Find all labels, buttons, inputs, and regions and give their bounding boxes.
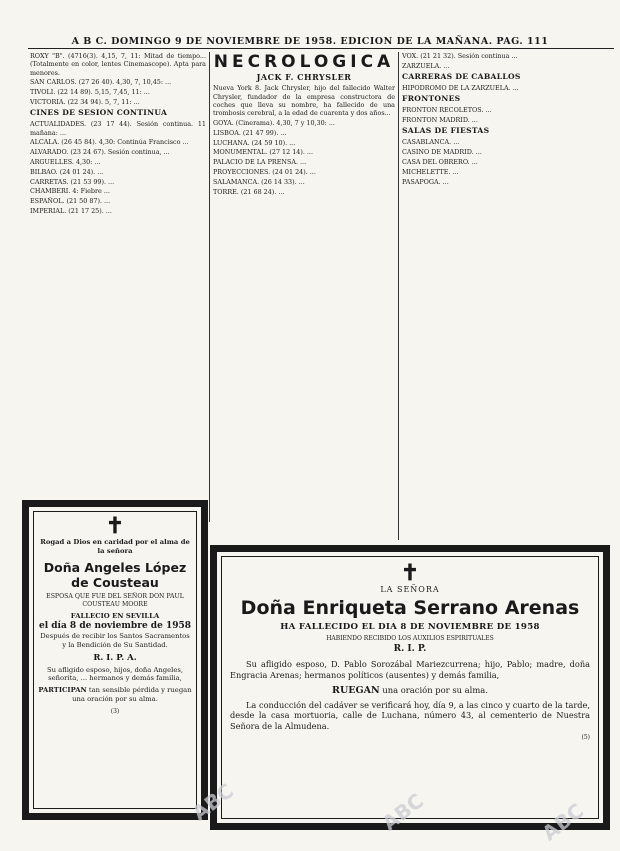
listing-salamanca: SALAMANCA. (26 14 33). ... <box>213 177 305 186</box>
section-heading-caballos: CARRERAS DE CABALLOS <box>402 72 521 82</box>
notice-rip: R. I. P. A. <box>93 652 137 663</box>
listing-casablanca: CASABLANCA. ... <box>402 138 460 147</box>
ruegan-rest: una oración por su alma. <box>382 684 488 695</box>
listing-goya: GOYA. (Cinerama). 4,30, 7 y 10,30: ... <box>213 118 335 127</box>
listing-carretas: CARRETAS. (21 53 99). ... <box>30 177 115 186</box>
watermark-abc: ABC <box>377 788 428 836</box>
notice-died-place: FALLECIO EN SEVILLA <box>70 612 160 621</box>
listing-victoria: VICTORIA. (22 34 94). 5, 7, 11: ... <box>30 97 140 106</box>
ruegan-word: RUEGAN <box>332 684 380 696</box>
necrologica-text: Nueva York 8. Jack Chrysler, hijo del fallecido Walter Chrysler, fundador de la empresa constructora de coches que lleva su nombre, ha fallecido de una trombosis cerebral, a la edad de cuarenta y dos años... <box>213 84 395 118</box>
listing-torre: TORRE. (21 68 24). ... <box>213 187 285 196</box>
section-heading-continua: CINES DE SESION CONTINUA <box>30 108 168 118</box>
listing-zarzuela: ZARZUELA. ... <box>402 61 450 70</box>
deceased-name: Doña Enriqueta Serrano Arenas <box>240 597 580 619</box>
deceased-name: Doña Angeles López de Cousteau <box>43 559 187 590</box>
listing-casino: CASINO DE MADRID. ... <box>402 148 482 157</box>
necrologica-title: NECROLOGICA <box>213 52 395 72</box>
listing-lisboa: LISBOA. (21 47 99). ... <box>213 128 287 137</box>
listing-proyecciones: PROYECCIONES. (24 01 24). ... <box>213 167 316 176</box>
notice-spouse: ESPOSA QUE FUE DEL SEÑOR DON PAUL COUSTEAU MOORE <box>46 592 184 609</box>
listing-espanol: ESPAÑOL. (21 50 87). ... <box>30 197 111 206</box>
header-rule <box>28 48 614 49</box>
cross-icon: ✝ <box>105 513 125 539</box>
watermark-abc: ABC <box>187 778 238 826</box>
notice-content <box>38 514 192 715</box>
notice-died: HA FALLECIDO EL DIA 8 DE NOVIEMBRE DE 1958 <box>280 622 540 632</box>
listing-michelette: MICHELETTE. ... <box>402 167 459 176</box>
notice-funeral: La conducción del cadáver se verificará hoy, día 9, a las cinco y cuarto de la tarde, desde la casa mortuoria, calle de Luchana, número 43, al cementerio de Nuestra Señora de la Almudena. <box>230 699 590 732</box>
notice-footer: (5) <box>581 733 590 741</box>
listing-bilbao: BILBAO. (24 01 24). ... <box>30 167 104 176</box>
listing-fronton-recoletos: FRONTON RECOLETOS. ... <box>402 106 492 115</box>
column-divider-left <box>209 52 210 522</box>
section-heading-fiestas: SALAS DE FIESTAS <box>402 126 490 136</box>
notice-died-date: el día 8 de noviembre de 1958 <box>38 620 192 631</box>
notice-la-senora: LA SEÑORA <box>380 585 440 594</box>
listing-fronton-madrid: FRONTON MADRID. ... <box>402 116 478 125</box>
participan-rest: tan sensible pérdida y ruegan una oración por su alma. <box>72 686 192 703</box>
obituary-notice-serrano <box>210 545 610 830</box>
column-divider-right <box>398 52 399 540</box>
left-listings-column <box>30 52 206 499</box>
listing-vox: VOX. (21 21 32). Sesión continua ... <box>402 52 518 60</box>
listing-alvarado: ALVARADO. (23 24 67). Sesión continua, ... <box>30 148 170 157</box>
notice-family: Su afligido esposo, hijos, doña Angeles, señorita, ... hermanos y demás familia, <box>46 665 184 683</box>
notice-rip: R. I. P. <box>393 644 427 654</box>
notice-sacraments: HABIENDO RECIBIDO LOS AUXILIOS ESPIRITUALES <box>326 635 494 642</box>
notice-ruegan <box>230 685 590 696</box>
notice-family: Su afligido esposo, D. Pablo Sorozábal Mariezcurrena; hijo, Pablo; madre, doña Engracia Arenas; hermanos políticos (ausentes) y demás familia, <box>230 659 590 680</box>
listing-tivoli: TIVOLI. (22 14 89). 5,15, 7,45, 11: ... <box>30 88 150 97</box>
watermark-abc: ABC <box>537 798 588 846</box>
participan-word: PARTICIPAN <box>38 686 87 695</box>
cross-icon: ✝ <box>400 560 420 586</box>
notice-content <box>230 561 590 741</box>
listing-palacio-prensa: PALACIO DE LA PRENSA. ... <box>213 158 307 167</box>
page-header: A B C. DOMINGO 9 DE NOVIEMBRE DE 1958. EDICION DE LA MAÑANA. PAG. 111 <box>71 36 549 47</box>
listing-actualidades: ACTUALIDADES. (23 17 44). Sesión continua. 11 mañana: ... <box>30 120 206 137</box>
listing-luchana: LUCHANA. (24 59 10). ... <box>213 138 296 147</box>
listing-monumental: MONUMENTAL. (27 12 14). ... <box>213 148 313 157</box>
notice-participan <box>38 686 192 704</box>
listing-san-carlos: SAN CARLOS. (27 26 40). 4,30, 7, 10,45: ... <box>30 78 172 87</box>
listing-hipodromo: HIPODROMO DE LA ZARZUELA. ... <box>402 84 519 93</box>
listing-alcala: ALCALA. (26 45 84). 4,30: Continúa Francisco ... <box>30 138 189 147</box>
listing-arguelles: ARGUELLES. 4,30: ... <box>30 157 101 166</box>
right-column <box>402 52 582 540</box>
listing-pasapoga: PASAPOGA. ... <box>402 177 449 186</box>
notice-sacraments: Después de recibir los Santos Sacramentos y la Bendición de Su Santidad. <box>40 631 190 649</box>
notice-prayer: Rogad a Dios en caridad por el alma de la señora <box>40 538 190 555</box>
section-heading-frontones: FRONTONES <box>402 94 461 104</box>
listing-imperial: IMPERIAL. (21 17 25). ... <box>30 206 112 215</box>
necrologica-subtitle: JACK F. CHRYSLER <box>256 72 352 82</box>
listing-chamberi: CHAMBERI. 4: Fiebre ... <box>30 187 110 196</box>
obituary-notice-lopez <box>22 500 208 820</box>
middle-column <box>213 52 395 540</box>
listing-roxy: ROXY "B". (4716(3). 4,15, 7, 11: Mitad de tiempo... (Totalmente en color, lentes Cinemascope). Apta para menores. <box>30 52 206 77</box>
listing-casa-obrero: CASA DEL OBRERO. ... <box>402 158 478 167</box>
notice-footer: (3) <box>110 707 120 715</box>
